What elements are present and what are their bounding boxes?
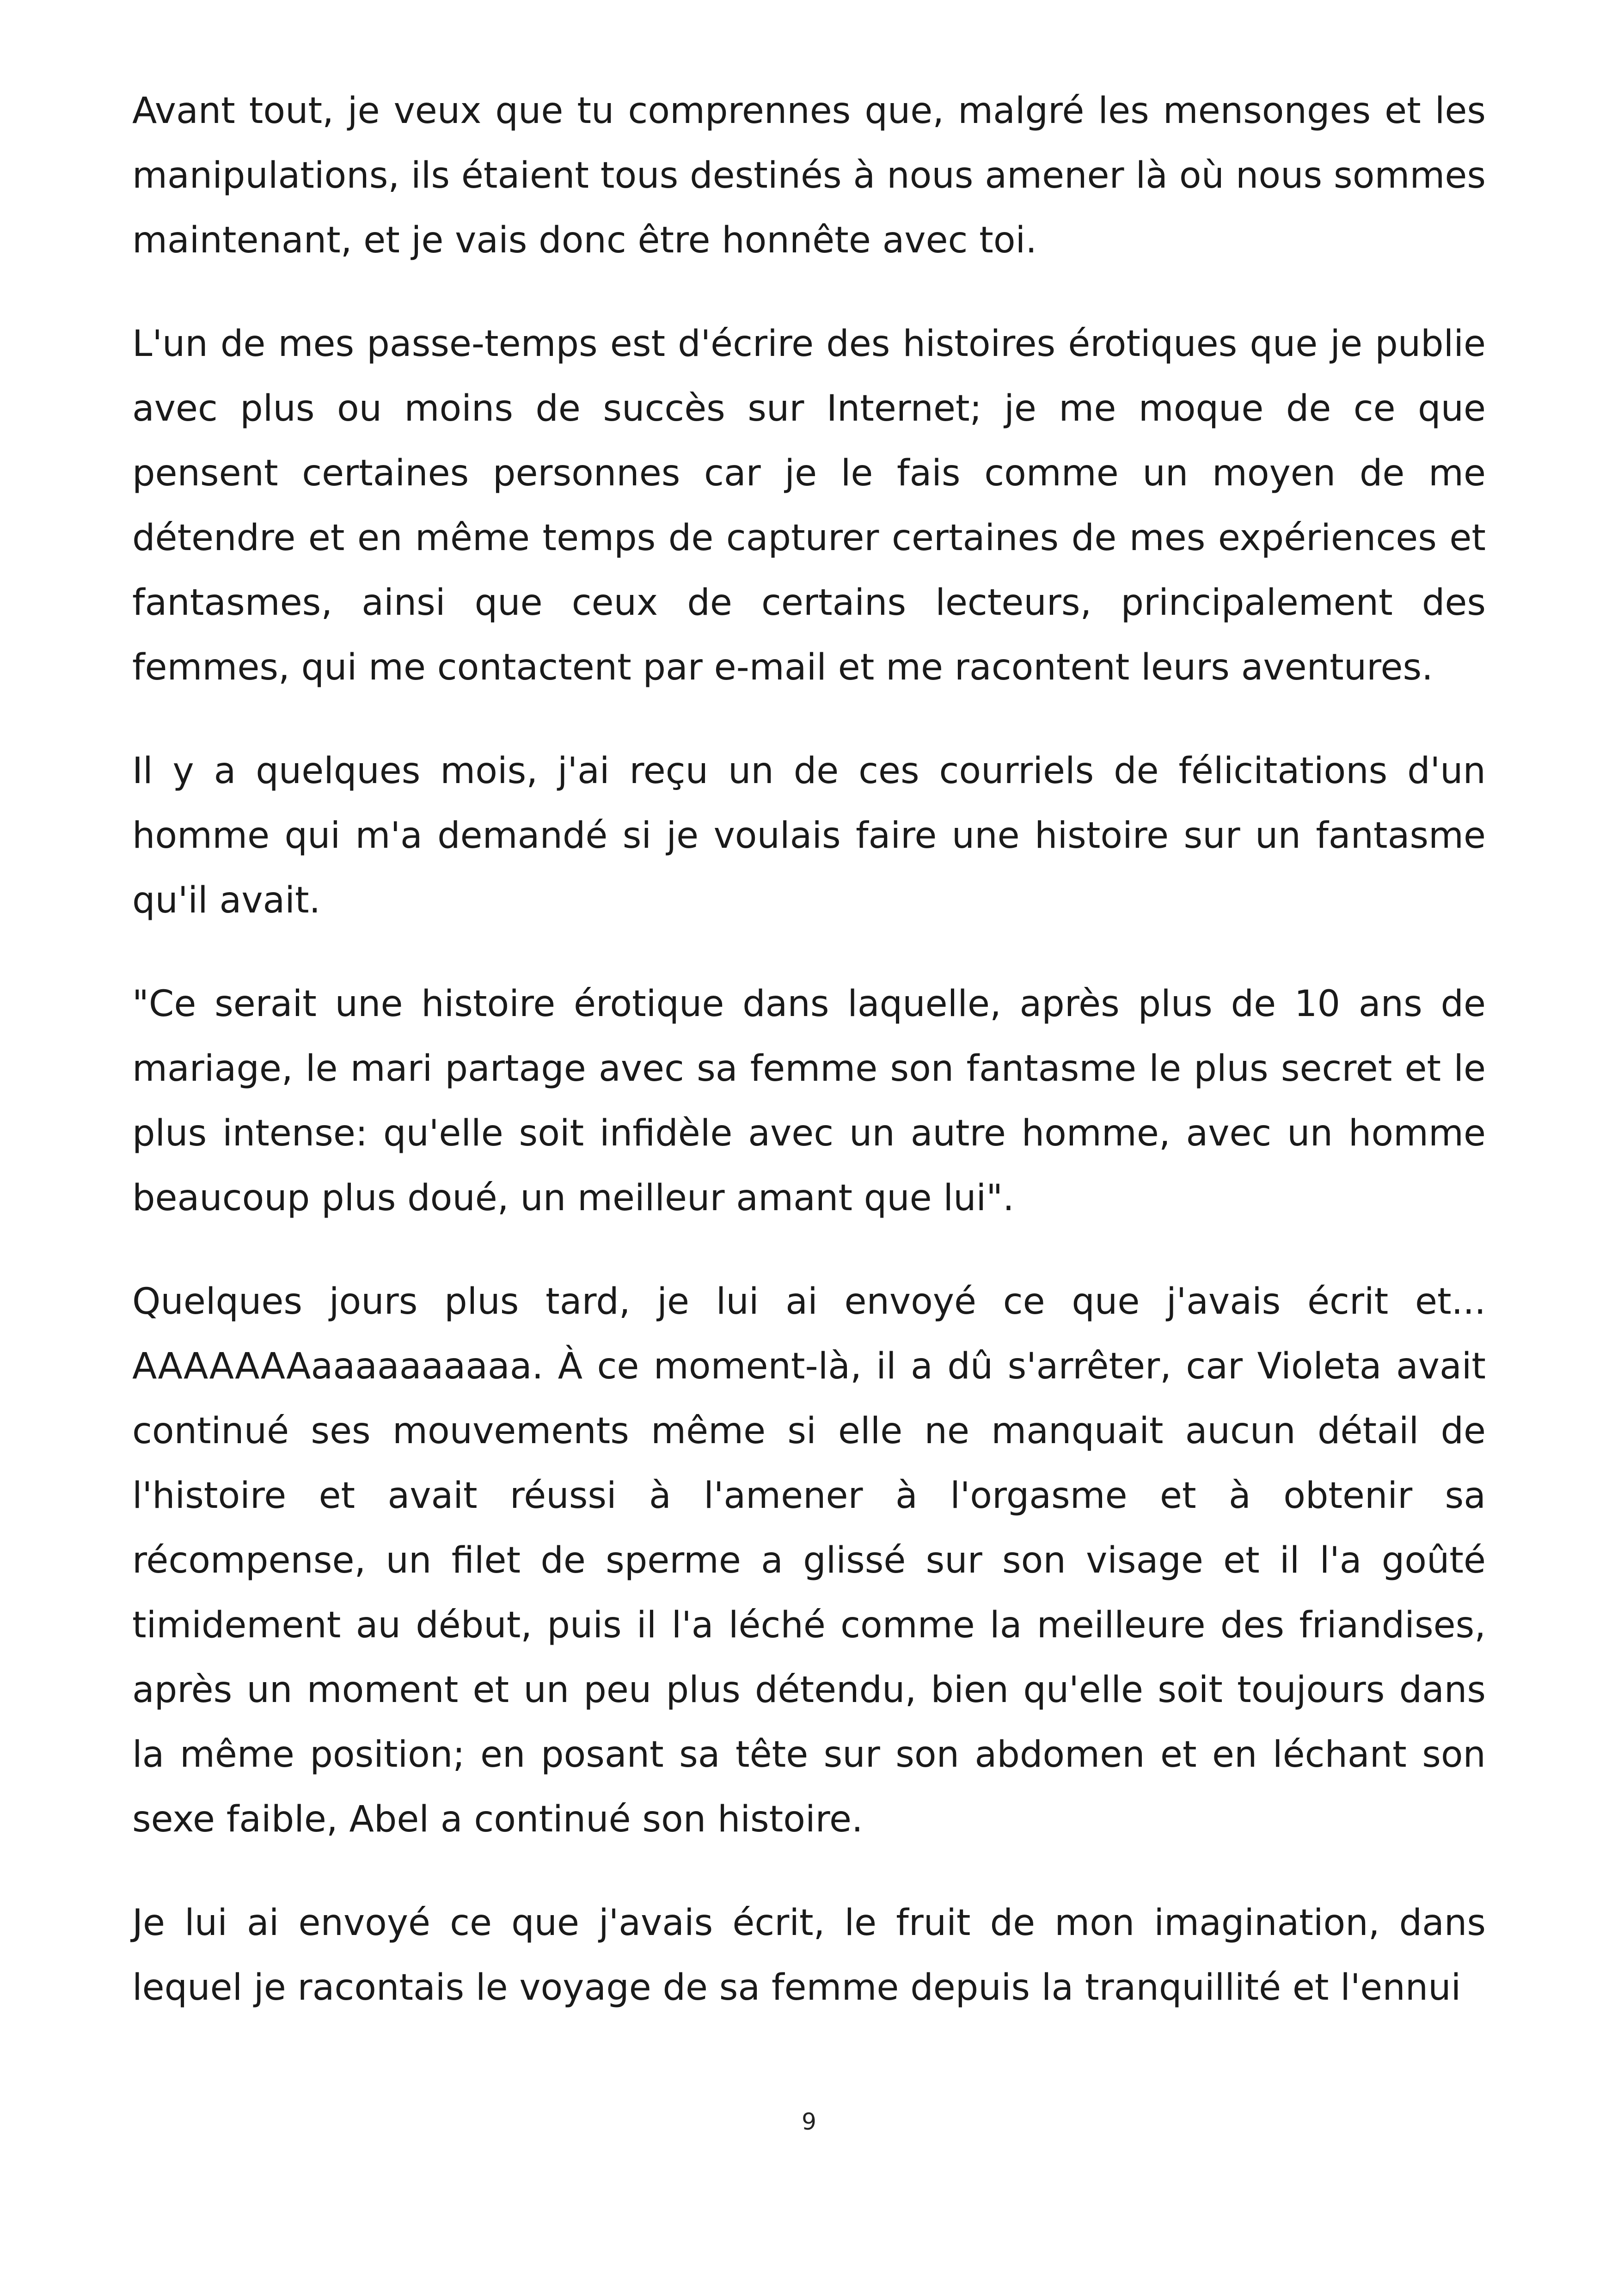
page-number: 9 [802,2108,816,2135]
paragraph: L'un de mes passe-temps est d'écrire des histoires érotiques que je publie avec plus ou moins de succès sur Internet; je me moque de ce que pensent certaines personnes car je le fais comme un moyen de me détendre et en même temps de capturer certaines de mes expériences et fantasmes, ainsi que ceux de certains lecteurs, principalement des femmes, qui me contactent par e-mail et me racontent leurs aventures. [132,323,1486,688]
paragraph: Quelques jours plus tard, je lui ai envoyé ce que j'avais écrit et... AAAAAAAaaaaaaaaaa. À ce moment-là, il a dû s'arrêter, car Violeta avait continué ses mouvements même si elle ne manquait aucun détail de l'histoire et avait réussi à l'amener à l'orgasme et à obtenir sa récompense, un filet de sperme a glissé sur son visage et il l'a goûté timidement au début, puis il l'a léché comme la meilleure des friandises, après un moment et un peu plus détendu, bien qu'elle soit toujours dans la même position; en posant sa tête sur son abdomen et en léchant son sexe faible, Abel a continué son histoire. [132,1281,1486,1840]
text-body [132,79,1486,2059]
paragraph: "Ce serait une histoire érotique dans laquelle, après plus de 10 ans de mariage, le mari partage avec sa femme son fantasme le plus secret et le plus intense: qu'elle soit infidèle avec un autre homme, avec un homme beaucoup plus doué, un meilleur amant que lui". [132,983,1486,1219]
paragraph: Je lui ai envoyé ce que j'avais écrit, le fruit de mon imagination, dans lequel je racontais le voyage de sa femme depuis la tranquillité et l'ennui [132,1902,1486,2008]
paragraph: Avant tout, je veux que tu comprennes que, malgré les mensonges et les manipulations, ils étaient tous destinés à nous amener là où nous sommes maintenant, et je vais donc être honnête avec toi. [132,90,1486,261]
paragraph: Il y a quelques mois, j'ai reçu un de ces courriels de félicitations d'un homme qui m'a demandé si je voulais faire une histoire sur un fantasme qu'il avait. [132,750,1486,921]
